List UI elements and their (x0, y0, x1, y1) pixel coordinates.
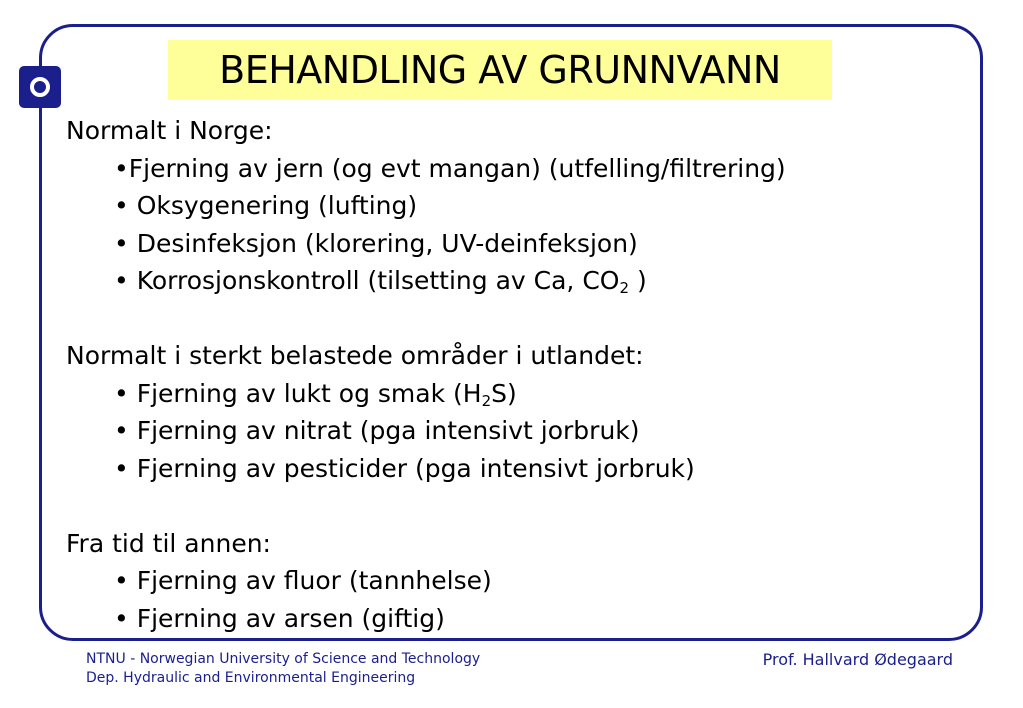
list-item (66, 262, 966, 300)
ntnu-logo-icon (19, 66, 61, 108)
list-item: • Desinfeksjon (klorering, UV-deinfeksjon) (114, 228, 638, 258)
title-box (168, 40, 832, 100)
list-item: • Oksygenering (lufting) (114, 191, 418, 220)
subscript: 2 (619, 279, 630, 297)
list-item: • Fjerning av nitrat (pga intensivt jorbruk) (114, 416, 640, 445)
list-item: • Fjerning av pesticider (pga intensivt jorbruk) (114, 453, 695, 483)
item-text: ) (629, 266, 647, 295)
footer-author: Prof. Hallvard Ødegaard (762, 650, 953, 669)
item-text: S) (491, 378, 517, 408)
logo-circle (30, 77, 50, 97)
list-item: •Fjerning av jern (og evt mangan) (utfelling/filtrering) (114, 153, 786, 183)
footer-institution (86, 650, 480, 688)
section-heading-occasional: Fra tid til annen: (66, 528, 271, 558)
list-item (66, 375, 966, 413)
spacer (66, 300, 966, 338)
section-heading-norway: Normalt i Norge: (66, 116, 273, 145)
slide-content (66, 112, 966, 637)
subscript: 2 (481, 391, 492, 410)
section-heading-abroad: Normalt i sterkt belastede områder i utlandet: (66, 341, 644, 370)
item-text: • Fjerning av lukt og smak (H (114, 378, 482, 408)
item-text: • Korrosjonskontroll (tilsetting av Ca, CO (114, 266, 620, 295)
footer-institution-name: NTNU - Norwegian University of Science and Technology (86, 651, 481, 667)
list-item: • Fjerning av fluor (tannhelse) (114, 566, 492, 595)
footer-department: Dep. Hydraulic and Environmental Engineering (86, 670, 416, 686)
list-item: • Fjerning av arsen (giftig) (114, 603, 445, 633)
slide-title: BEHANDLING AV GRUNNVANN (219, 48, 781, 92)
spacer (66, 487, 966, 525)
